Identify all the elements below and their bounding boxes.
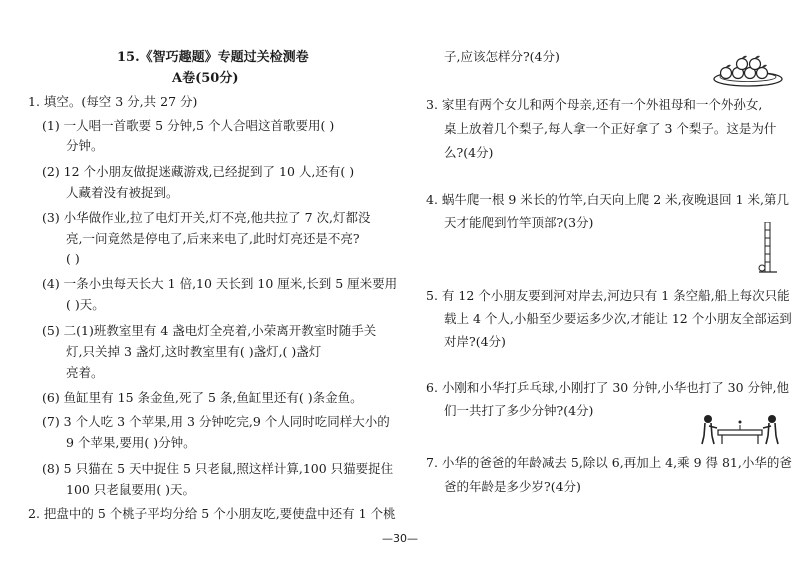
q1-item-3-line-2: 亮,一问竟然是停电了,后来来电了,此时灯亮还是不亮? — [66, 231, 360, 246]
question-4-line-2: 天才能爬到竹竿顶部?(3分) — [444, 215, 594, 230]
question-6-line-2: 们一共打了多少分钟?(4分) — [444, 403, 594, 418]
question-7-line-2: 爸的年龄是多少岁?(4分) — [444, 479, 581, 494]
bamboo-snail-illustration — [758, 222, 778, 276]
question-3-line-3: 么?(4分) — [444, 145, 494, 160]
q1-item-7-line-2: 9 个苹果,要用( )分钟。 — [66, 435, 196, 450]
question-5-line-3: 对岸?(4分) — [444, 334, 506, 349]
page-number: —30— — [382, 532, 418, 545]
q1-item-2-line-1: (2) 12 个小朋友做捉迷藏游戏,已经捉到了 10 人,还有( ) — [42, 164, 355, 179]
q1-item-1-line-1: (1) 一人唱一首歌要 5 分钟,5 个人合唱这首歌要用( ) — [42, 118, 335, 133]
q1-item-6: (6) 鱼缸里有 15 条金鱼,死了 5 条,鱼缸里还有( )条金鱼。 — [42, 390, 363, 405]
question-2-line-1: 2. 把盘中的 5 个桃子平均分给 5 个小朋友吃,要使盘中还有 1 个桃 — [28, 506, 396, 521]
q1-item-5-line-3: 亮着。 — [66, 365, 104, 380]
q1-item-7-line-1: (7) 3 个人吃 3 个苹果,用 3 分钟吃完,9 个人同时吃同样大小的 — [42, 414, 390, 429]
question-5-line-2: 载上 4 个人,小船至少要运多少次,才能让 12 个小朋友全部运到 — [444, 311, 792, 326]
page-title: 15.《智巧趣题》专题过关检测卷 — [117, 50, 309, 65]
q1-item-4-line-1: (4) 一条小虫每天长大 1 倍,10 天长到 10 厘米,长到 5 厘米要用 — [42, 276, 398, 291]
q1-item-5-line-1: (5) 二(1)班教室里有 4 盏电灯全亮着,小荣离开教室时随手关 — [42, 323, 377, 338]
q1-item-2-line-2: 人藏着没有被捉到。 — [66, 185, 179, 200]
ping-pong-illustration — [700, 412, 780, 446]
q1-item-4-line-2: ( )天。 — [66, 297, 105, 312]
question-5-line-1: 5. 有 12 个小朋友要到河对岸去,河边只有 1 条空船,船上每次只能 — [426, 288, 790, 303]
q1-item-3-line-3: ( ) — [66, 251, 80, 266]
q1-item-5-line-2: 灯,只关掉 3 盏灯,这时教室里有( )盏灯,( )盏灯 — [66, 344, 322, 359]
question-3-line-1: 3. 家里有两个女儿和两个母亲,还有一个外祖母和一个外孙女, — [426, 97, 763, 112]
question-2-line-2: 子,应该怎样分?(4分) — [444, 49, 560, 64]
question-6-line-1: 6. 小刚和小华打乒乓球,小刚打了 30 分钟,小华也打了 30 分钟,他 — [426, 380, 790, 395]
question-7-line-1: 7. 小华的爸爸的年龄减去 5,除以 6,再加上 4,乘 9 得 81,小华的爸 — [426, 455, 792, 470]
peach-plate-illustration — [712, 52, 784, 88]
q1-item-3-line-1: (3) 小华做作业,拉了电灯开关,灯不亮,他共拉了 7 次,灯都没 — [42, 210, 371, 225]
question-3-line-2: 桌上放着几个梨子,每人拿一个正好拿了 3 个梨子。这是为什 — [444, 121, 777, 136]
q1-item-8-line-2: 100 只老鼠要用( )天。 — [66, 482, 196, 497]
question-4-line-1: 4. 蜗牛爬一根 9 米长的竹竿,白天向上爬 2 米,夜晚退回 1 米,第几 — [426, 192, 790, 207]
q1-item-1-line-2: 分钟。 — [66, 138, 104, 153]
q1-item-8-line-1: (8) 5 只猫在 5 天中捉住 5 只老鼠,照这样计算,100 只猫要捉住 — [42, 461, 394, 476]
page-subtitle: A卷(50分) — [172, 71, 239, 86]
question-1-heading: 1. 填空。(每空 3 分,共 27 分) — [28, 94, 198, 109]
